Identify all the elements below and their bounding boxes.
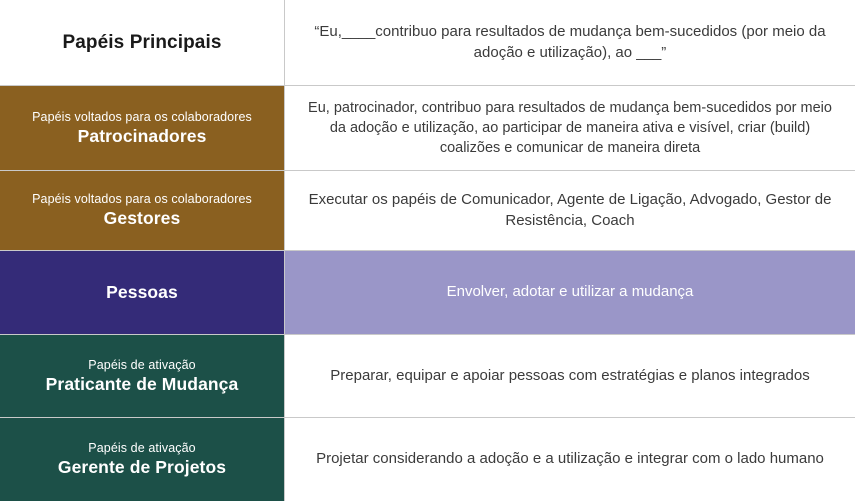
table-row-gerente-de-projetos <box>0 418 855 501</box>
role-description-cell-patrocinadores <box>285 86 855 170</box>
role-subtitle: Papéis de ativação <box>88 441 196 455</box>
table-row-patrocinadores <box>0 86 855 171</box>
role-label-patrocinadores <box>0 86 285 170</box>
role-description-cell-papeis-principais <box>285 0 855 85</box>
role-title: Patrocinadores <box>77 125 207 146</box>
role-description: Preparar, equipar e apoiar pessoas com estratégias e planos integrados <box>330 366 810 384</box>
role-description-cell-gerente-de-projetos <box>285 418 855 501</box>
role-description: Envolver, adotar e utilizar a mudança <box>446 283 694 301</box>
role-label-gerente-de-projetos <box>0 418 285 501</box>
role-title: Praticante de Mudança <box>45 373 239 394</box>
role-label-gestores <box>0 171 285 250</box>
role-label-papeis-principais <box>0 0 285 85</box>
role-title: Papéis Principais <box>62 31 222 53</box>
role-description: “Eu,____contribuo para resultados de mudança bem-sucedidos (por meio da adoção e utilização), ao ___” <box>314 22 826 61</box>
role-title: Gestores <box>103 208 181 228</box>
table-row-pessoas <box>0 251 855 335</box>
role-subtitle: Papéis voltados para os colaboradores <box>32 109 252 124</box>
role-description-cell-gestores <box>285 171 855 250</box>
role-subtitle: Papéis voltados para os colaboradores <box>32 192 252 206</box>
role-description: Eu, patrocinador, contribuo para resultados de mudança bem-sucedidos por meio da adoção e utilização, ao participar de maneira ativa e visível, criar (build) coalizões e comunicar de maneira direta <box>308 100 832 156</box>
role-title: Gerente de Projetos <box>57 457 227 477</box>
role-description: Projetar considerando a adoção e a utilização e integrar com o lado humano <box>316 450 824 468</box>
role-title: Pessoas <box>106 282 178 302</box>
table-row-papeis-principais <box>0 0 855 86</box>
role-description-cell-pessoas <box>285 251 855 334</box>
role-subtitle: Papéis de ativação <box>88 357 196 372</box>
table-row-praticante-de-mudanca <box>0 335 855 418</box>
role-label-pessoas <box>0 251 285 334</box>
role-description: Executar os papéis de Comunicador, Agente de Ligação, Advogado, Gestor de Resistência, Coach <box>308 190 832 229</box>
role-label-praticante-de-mudanca <box>0 335 285 417</box>
table-row-gestores <box>0 171 855 251</box>
role-description-cell-praticante-de-mudanca <box>285 335 855 417</box>
